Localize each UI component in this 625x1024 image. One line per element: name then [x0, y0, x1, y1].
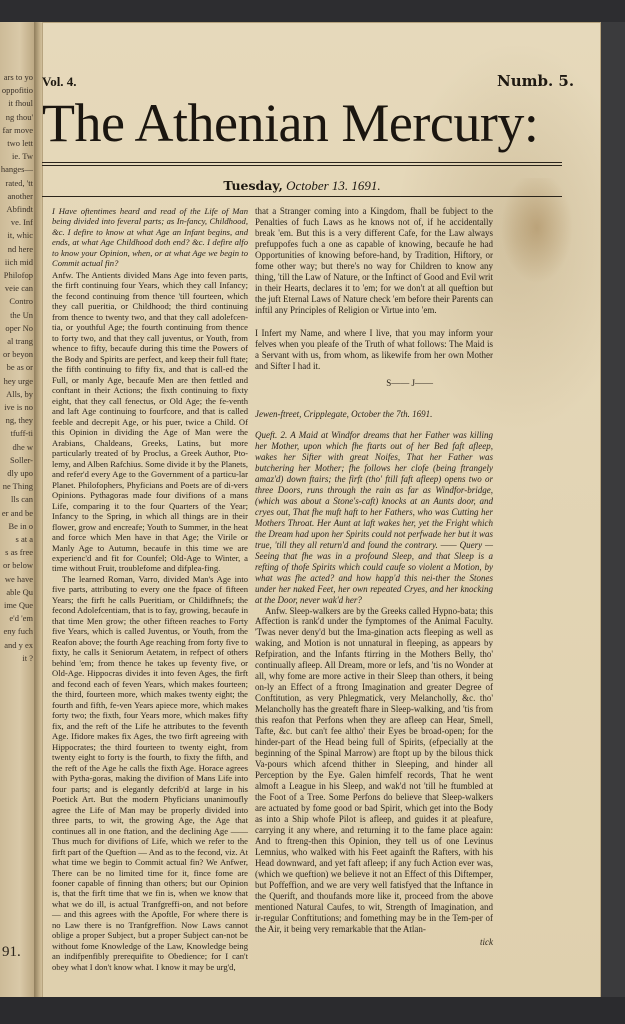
first-query-text: I Have oftentimes heard and read of the Life of Man being divided into feveral parts; as In-fancy, Childhood, &c. I defire to know at what Age an Infant begins, and ends, at what Age Childhood doth end? &c. I defire alfo to know your Opinion, when, or at what Age we begin to Commit actual fin?	[52, 206, 248, 269]
newspaper-page	[42, 22, 601, 1000]
first-answer: Anfw. The Antients divided Mans Age into feven parts, the firft continuing four Years, which they call Infancy; the fecond continuing from thence 'till fourteen, which they call pueritia, or Childhood; the third continuing from thence to twenty two, and that they call adolefcen-tia, or youthful Age; the fourth continuing from thence to forty two, and that they call juventus, or Youth, from whence to fifty, becaufe during this time the Powers of the Body and Spirits are perfect, and keep their full ftate; the fifth continuing to fifty fix, and that is call-ed the Full, or manly Age, becaufe Men are then fettled and conftant in their Actions; the fixth continuing to fixty eight, that they call fenectus, or Old Age; the fe-venth and laft Age continuing to fourfcore, and that is called feeble and decrepit Age, or his puer, twice a Child. Of this Opinion in dividing the Age of Man were the Arabians, Chaldeans, Greeks, Latins, but more particularly treated of by Proclus, a Greek Author, Pto-lemy, and Alben Rafchius. Some divide it by the Planets, and refer'd every Age to the Government of a particu-lar Planet. Philofophers, Phyficians and Poets are of di-vers Opinions. Pythagoras made four divifions of a mans Life, comparing it to the four Quarters of the Year; Infancy to the Spring, in which all things are in their flower, grow and encreafe; Youth to Summer, in the heat and force which Men have in that Age; the Virile or Manly Age to Autumn, becaufe in this time we are experienc'd and fit for Counfel; Old-Age to Winter, a time without Fruit, troublefome and difplea-fing.	[52, 269, 248, 574]
left-page-fragment: dhe w	[12, 441, 33, 452]
left-page-fragment: nd here	[7, 243, 33, 254]
left-page-fragment: the Un	[10, 309, 33, 320]
right-column-opening: that a Stranger coming into a Kingdom, fhall be fubject to the Penalties of fuch Laws as he knows not of, if he accidentally break 'em. But this is a very different Cafe, for the Law always prefuppofes fuch a one as capable of knowing, becaufe he had Opportunities of knowing before-hand, by Tradition, Hiftory, or fome other way; but there's no way for Children to know any thing, 'till the Law of Nature, or the Inftinct of Good and Evil writ in their Hearts, declares it to 'em; for we don't at all queftion but the juft Eternal Laws of Nature check 'em before their Parents can inftil any Principles of Religion or Virtue into 'em.	[255, 206, 493, 315]
left-facing-page	[0, 22, 36, 997]
left-page-fragment: be as or	[6, 362, 33, 373]
left-page-fragment: hey urge	[3, 375, 33, 386]
left-page-fragment: Philofop	[3, 270, 33, 280]
masthead-title: The Athenian Mercury:	[42, 93, 539, 153]
scanner-background-top	[0, 0, 625, 22]
left-page-fragment: rated, 'tt	[5, 177, 33, 188]
left-page-fragment: Alls, by	[6, 388, 33, 399]
left-page-fragment: Soller-	[10, 454, 33, 465]
second-answer: Anfw. Sleep-walkers are by the Greeks called Hypno-bata; this Affection is rank'd under the fymptomes of the Animal Faculty. 'Twas never deny'd but the Ima-gination acts fleeping as well as waking, and Motion is not unnatural in fleeping, as appears by Refpiration, and the Infants ftirring in the Mothers Belly, tho' continually afleep. All Dream, more or lefs, and 'tis no Wonder at all, why fome are more active in their Sleep than others, it being on-ly an Effect of a ftrong Imagination and greater Degree of Conftitution, as very Phlegmatick, very Melancholly, &c. tho' Melancholly has the greateft fhare in Sleep-walking, and 'tis from this reafon that Perfons when they are afleep can Hear, Smell, Tafte, &c. but can't fee altho' their Eyes be broad-open; for the hinder-part of the Head being full of Spirits, (efpecially at the beginning of the Spinal Marrow) are ftopt up by the bilous thick Va-pours which afcend thither in Sleeping, and hinder all Perception by the Eye. Galen himfelf records, That he went almoft a League in his Sleep, and wak'd not 'till he ftumbled at the Foot of a Tree. Some Perfons do believe that Sleep-walkers are actuated by fome good or bad Spirit, which get into the Body as into a Ship whofe Pilot is afleep, and guides it at pleafure, carrying it any where, and returning it to the fame place again: And to ftreng-then this Opinion, they tell us of one Levinus Lemnius, who walked with his Feet againft the Rafters, with his Head downward, and yet faft afleep; if any fuch Action ever was, (which we queftion) we believe it not an Effect of this Diftemper, but Poffeffion, and we are very well fatisfyed that the Inftance in the Querift, and thoufands more like it, proceed from the above mentioned Natural Caufes, to wit, Strength of Imagination, and ir-regular Conftitutions; and fomething may be in the Tem-per of the Air, it being very remarkable that the Atlan-	[255, 605, 493, 935]
dateline	[42, 178, 562, 194]
left-page-fragment: lls can	[11, 494, 33, 505]
left-page-fragment: or beyon	[3, 349, 33, 360]
number-label: Numb. 5.	[497, 72, 575, 90]
second-query: Queft. 2. A Maid at Windfor dreams that her Father was killing her Mother, upon which fhe ftarts out of her Bed faft afleep, wakes her Sifter with great Noifes, That her Father was butchering her Mother; fhe follows her clofe (being ftrangely amaz'd) down ftairs; the firft (tho' ftill faft afleep) opens two or three Doors, runs through the rain as far as Windfor-bridge, (which was about a Stone's-caft) knocks at an Aunts door, and cryes out, That fhe muft haft to her Fathers, who was Cutting her Mothers Throat. Her Aunt at laft wakes her, yet the Fright which the Dream had upon her Spirits could not perfwade her but it was true, 'till they all return'd and found the contrary. —— Query — Seeing that fhe was in a profound Sleep, and that Sleep is a refting of thofe Spirits which could caufe so violent a Motion, by what was fhe acted? and how happ'd this nei-ther the Stones under her naked Feet, her own repeated Cryes, and her knocking at the Door, never wak'd her?	[255, 429, 493, 605]
left-page-fragment: Contro	[9, 296, 33, 307]
left-page-fragment: er and be	[1, 507, 33, 518]
left-page-fragment: it fhoul	[8, 98, 33, 109]
left-page-fragment: two lett	[7, 138, 33, 148]
volume-label: Vol. 4.	[42, 74, 77, 89]
ink-stain	[498, 178, 576, 288]
left-page-fragment: ie. Tw	[12, 151, 33, 162]
left-page-fragment: veie can	[4, 283, 33, 294]
letter-address: Jewen-ftreet, Cripplegate, October the 7th. 1691.	[255, 408, 433, 419]
left-page-fragment: iich mid	[4, 256, 33, 267]
left-page-fragment: ars to yo	[3, 72, 33, 82]
left-page-fragment: Abfindt	[6, 204, 33, 214]
left-page-fragment: ne Thing	[2, 481, 33, 492]
left-page-fragment: we have	[4, 573, 33, 584]
left-page-number: 91.	[2, 944, 21, 960]
first-query	[52, 206, 248, 269]
first-answer-continued: The learned Roman, Varro, divided Man's Age into five parts, attributing to every one the fpace of fifteen Years; the firft he calls Pueritiam, or Childifhnefs; the fecond Adolefcentiam, that is to fay, growing, becaufe in that time Men grow; the other fifteen reaches to Forty five Years, which is called Juventus, or Youth, from the Reafon above; the fourth Age reaching from forty five to fixty, he calls it Seniorum Aetatem, in refpect of others behind 'em; from thence he takes up feventy five, or Old-Age. Hippocras divides it into feven Ages, the firft and fecond each of feven Years, which makes fourteen; the third, fourteen more, which makes twenty eight; the fourth and fifth, fe-ven Years apiece more, which makes forty two; the fixth, four Years more, which makes fifty fix, and the reft of the Life he attributes to the feventh Age. Ifidore makes fix Ages, the two firft agreeing with Hippocrates; the third fourteen to twenty eight, from twenty eight to forty is the fourth, to fixty the fifth, and the reft of the Age he calls the fixth Age. Horace agrees with Pytha-goras, making the divifion of Mans Life into four parts; and is elegantly defcrib'd at large in his Poetick Art. But the modern Phyficians unanimoufly agree the Life of Man may be properly divided into three parts, to wit, the growing Age, the Age that continues all in one ftation, and the declining Age —— Thus much for divifions of Life, which we refer to the firft part of the Queftion — And as to the fecond, viz. At what time we begin to Commit actual fin? We Anfwer, There can be no limited time for it, fince fome are fooner capable of finning than others; but our Opinion is, that the firft time that we fin is, when we know that what we do ill, is actual Tranfgreffi-on, and not before — and this agrees with the Apoftle, For where there is no Law there is no Tranfgreffion. Now Laws cannot oblige a proper Subject, but a proper Subject can-not be without fome Knowledge of the Law, Knowledge being an indifpenfibly prerequifite to Obedience; for I can't obey what I don't know what. I know it may be urg'd,	[52, 573, 248, 972]
left-page-fragment: it, whic	[7, 230, 33, 241]
left-page-fragment: s as free	[5, 547, 33, 558]
column-right	[255, 206, 493, 948]
letter-signature: S—— J——	[386, 377, 433, 388]
left-page-fragment: ime Que	[3, 600, 33, 610]
left-page-fragment: dly upo	[7, 468, 33, 478]
letter-quote: I Infert my Name, and where I live, that you may inform your felves when you pleafe of the Truth of what follows: The Maid is a Servant with us, from whom, as likewife from her own Mother and Sifter I had it.	[255, 327, 493, 371]
scanner-background-bottom	[0, 997, 625, 1024]
left-page-fragment: hanges—	[0, 164, 33, 175]
left-page-fragment: ve. Inf	[10, 217, 33, 228]
left-page-fragment: al trang	[7, 336, 33, 346]
left-page-fragment: ng, they	[5, 415, 33, 426]
masthead-rule-top	[42, 162, 562, 163]
left-page-fragment: eny fuch	[3, 626, 33, 637]
left-page-fragment: another	[7, 190, 33, 201]
left-page-fragment: e'd 'em	[9, 613, 33, 624]
left-page-fragment: ng thou'	[5, 111, 33, 122]
dateline-rule	[42, 196, 562, 197]
left-page-fragment: oppofitio	[1, 85, 33, 96]
left-page-fragment: tfuff-ti	[10, 428, 33, 439]
left-page-fragment: it ?	[22, 652, 33, 663]
left-page-fragment: oper No	[5, 322, 33, 333]
left-page-fragment: and y ex	[4, 639, 33, 650]
left-page-fragment: Be in o	[8, 520, 33, 531]
left-page-fragment: or below	[3, 560, 33, 571]
left-page-fragment: able Qu	[6, 586, 33, 597]
masthead-rule-top-2	[42, 165, 562, 166]
dateline-day: Tuesday,	[223, 178, 283, 193]
left-page-fragment: ive is no	[4, 402, 33, 412]
dateline-date: October 13. 1691.	[286, 178, 381, 193]
column-left	[52, 206, 248, 972]
catchword: tick	[480, 937, 493, 948]
left-page-fragment: far move	[2, 124, 33, 135]
left-page-fragment: s at a	[15, 534, 33, 544]
